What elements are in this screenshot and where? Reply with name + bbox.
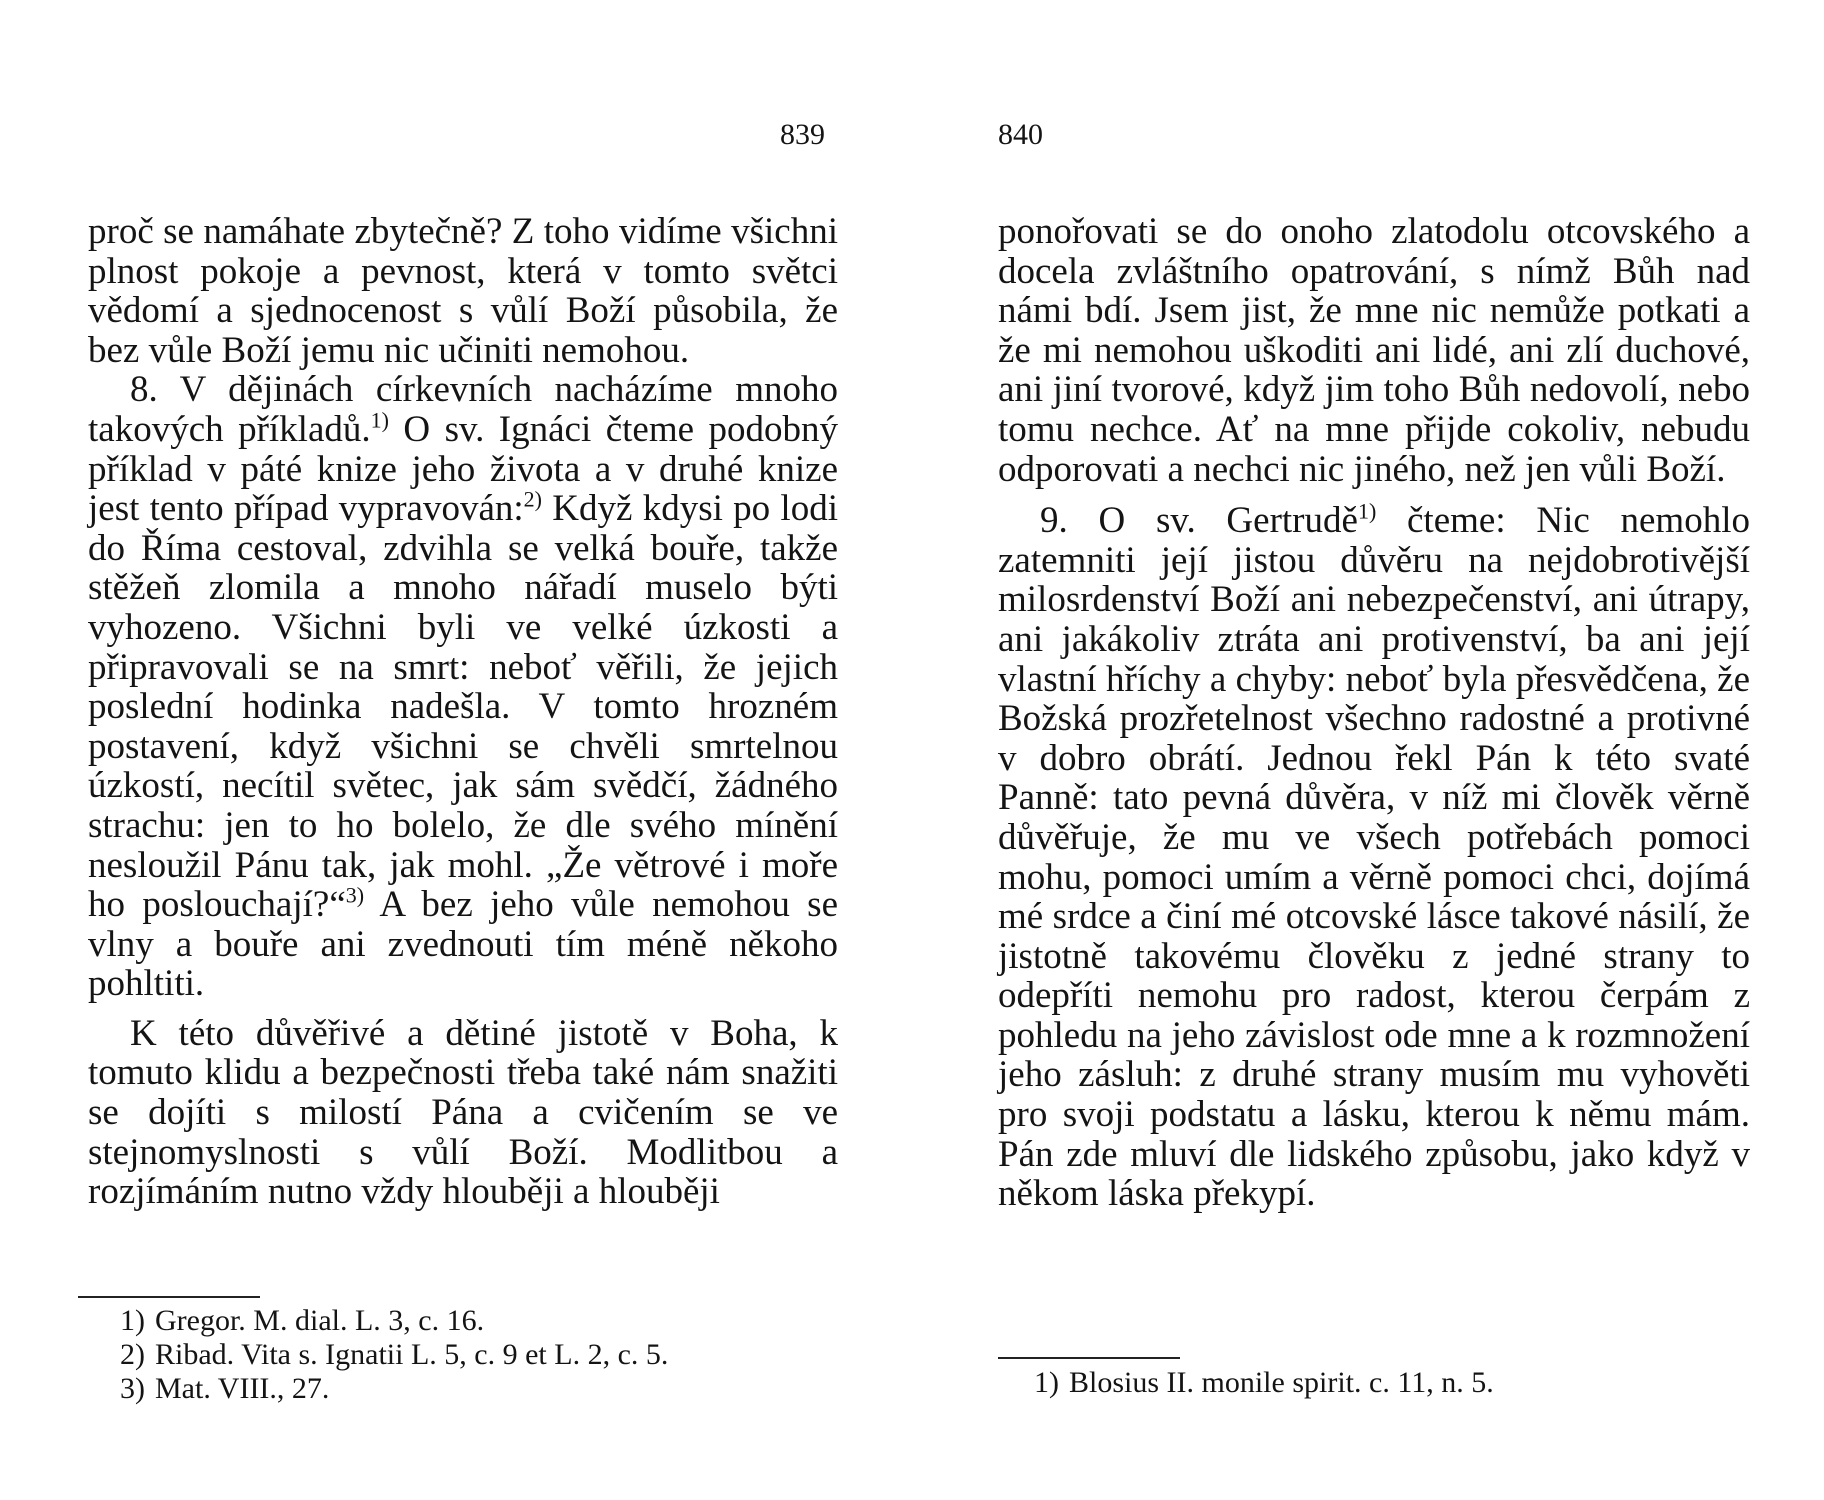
footnote-mark: 1) <box>1034 1366 1059 1399</box>
footnote-reference: 3) <box>345 882 365 908</box>
paragraph <box>998 498 1750 1215</box>
footnote-mark: 2) <box>120 1338 145 1371</box>
footnote-mark: 3) <box>120 1372 145 1405</box>
footnote-mark: 1) <box>120 1304 145 1337</box>
footnote <box>120 1372 840 1406</box>
footnote-text: Gregor. M. dial. L. 3, c. 16. <box>155 1304 485 1337</box>
footnote-reference: 1) <box>1357 498 1377 524</box>
footnotes <box>1034 1366 1754 1400</box>
footnote-text: Ribad. Vita s. Ignatii L. 5, c. 9 et L. 2, c. 5. <box>155 1338 669 1371</box>
paragraph-text: ponořovati se do onoho zlatodolu otcovského a docela zvláštního opatrování, s nímž Bůh nad námi bdí. Jsem jist, že mne nic nemůže potkati a že mi nemohou uškoditi ani lidé, ani zlí duchové, ani jiní tvorové, když jim toho Bůh nedovolí, nebo tomu nechce. Ať na mne přijde cokoliv, nebudu odporovati a nechci nic jiného, než jen vůli Boží. <box>998 211 1750 490</box>
paragraph-text: K této důvěřivé a dětiné jistotě v Boha, k tomuto klidu a bezpečnosti třeba také nám snažiti se dojíti s milostí Pána a cvičením se ve stejnomyslnosti s vůlí Boží. Modlitbou a rozjímáním nutno vždy hlouběji a hlouběji <box>88 1012 838 1213</box>
footnote-divider <box>998 1357 1180 1359</box>
paragraph <box>88 212 838 370</box>
paragraph-text: 9. O sv. Gertrudě <box>1040 500 1358 542</box>
footnote <box>120 1304 840 1338</box>
footnotes <box>120 1304 840 1406</box>
footnote-reference: 1) <box>370 407 389 433</box>
paragraph-text: 8. V dějinách církevních nacházíme mnoho takových příkladů. <box>88 369 838 450</box>
paragraph-text: čteme: Nic nemohlo zatemniti její jistou důvěru na nejdobrotivější milosrdenství Boží ani nebezpečenství, ani útrapy, ani jakákoliv ztráta ani protivenství, ba ani její vlastní hříchy a chyby: neboť byla přesvědčena, že Božská prozřetelnost všechno radostné a protivné v dobro obrátí. Jednou řekl Pán k této svaté Panně: tato pevná důvěra, v níž mi člověk věrně důvěřuje, že mu ve všech potřebách pomoci mohu, pomoci umím a věrně pomoci chci, dojímá mé srdce a činí mé otcovské lásce takové násilí, že jistotně takovému člověku z jedné strany to odepříti nemohu pro radost, kterou čerpám z pohledu na jeho závislost ode mne a k rozmnožení jeho zásluh: z druhé strany musím mu vyhověti pro svoji podstatu a lásku, kterou k němu mám. Pán zde mluví dle lidského způsobu, jako když v někom láska překypí. <box>998 500 1750 1215</box>
right-page <box>912 0 1824 1500</box>
footnote-text: Mat. VIII., 27. <box>155 1372 330 1405</box>
paragraph-text: O sv. Ignáci čteme podobný příklad v páté knize jeho života a v druhé knize jest tento případ vypravován: <box>88 408 838 530</box>
paragraph <box>998 212 1750 489</box>
page-number: 840 <box>998 118 1043 151</box>
body-text <box>998 212 1750 1214</box>
page-number: 839 <box>780 118 825 151</box>
paragraph-text: proč se namáhate zbytečně? Z toho vidíme všichni plnost pokoje a pevnost, která v tomto světci vědomí a sjednocenost s vůlí Boží působila, že bez vůle Boží jemu nic učiniti nemohou. <box>88 211 838 371</box>
footnote-divider <box>78 1296 260 1298</box>
footnote <box>120 1338 840 1372</box>
paragraph-text: A bez jeho vůle nemohou se vlny a bouře ani zvednouti tím méně někoho pohltiti. <box>88 884 838 1005</box>
body-text <box>88 212 838 1212</box>
footnote <box>1034 1366 1754 1400</box>
paragraph <box>88 1014 838 1212</box>
paragraph <box>88 370 838 1004</box>
footnote-text: Blosius II. monile spirit. c. 11, n. 5. <box>1069 1366 1494 1399</box>
footnote-reference: 2) <box>523 486 542 512</box>
paragraph-text: Když kdysi po lodi do Říma cestoval, zdvihla se velká bouře, takže stěžeň zlomila a mnoho nářadí muselo býti vyhozeno. Všichni byli ve velké úzkosti a připravovali se na smrt: neboť věřili, že jejich poslední hodinka nadešla. V tomto hrozném postavení, když všichni se chvěli smrtelnou úzkostí, necítil světec, jak sám svědčí, žádného strachu: jen to ho bolelo, že dle svého mínění nesloužil Pánu tak, jak mohl. „Že větrové i moře ho poslouchají?“ <box>88 488 838 926</box>
